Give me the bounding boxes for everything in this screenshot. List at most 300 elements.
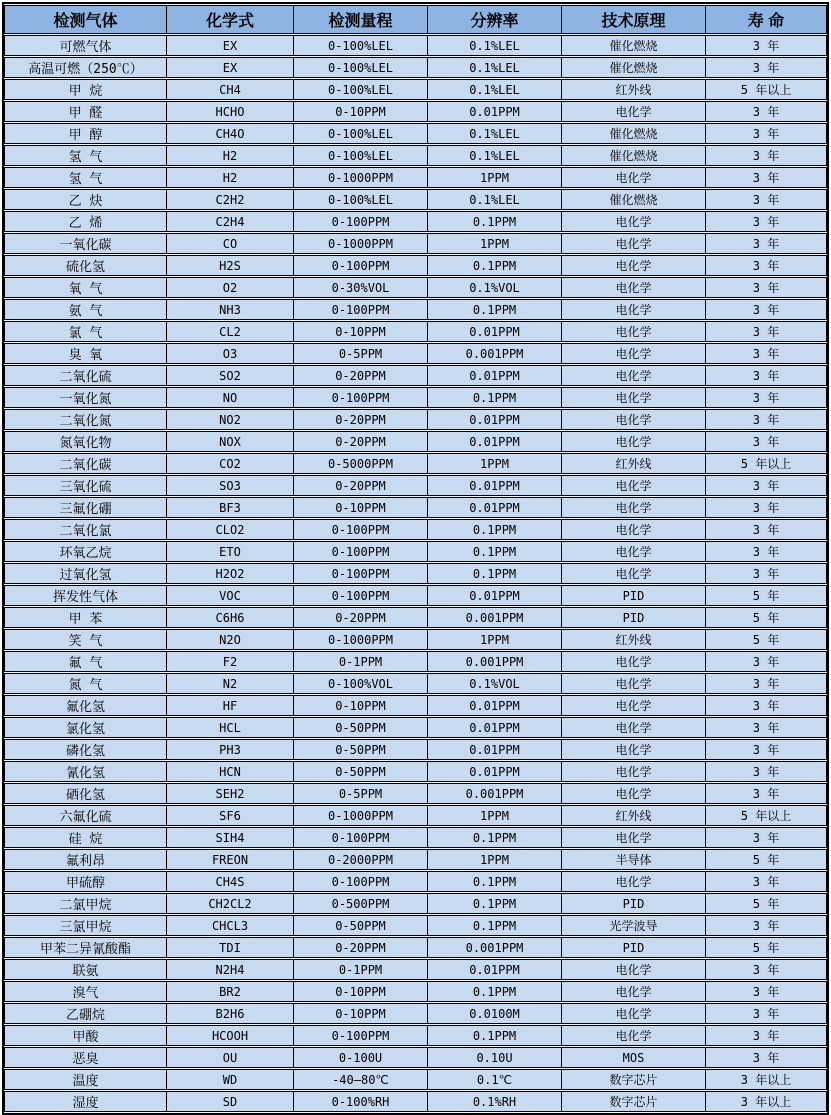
range-cell: 0-100PPM bbox=[294, 255, 428, 276]
gas-spec-table bbox=[2, 2, 829, 1115]
principle-cell: 电化学 bbox=[562, 409, 706, 430]
lifespan-cell: 3 年 bbox=[706, 145, 827, 166]
table-row bbox=[4, 1069, 827, 1090]
table-row bbox=[4, 1047, 827, 1068]
table-row bbox=[4, 761, 827, 782]
gas-name-cell: 氟化氢 bbox=[4, 695, 167, 716]
principle-cell: 电化学 bbox=[562, 211, 706, 232]
resolution-cell: 0.1℃ bbox=[428, 1069, 562, 1090]
resolution-cell: 1PPM bbox=[428, 849, 562, 870]
range-cell: 0-5PPM bbox=[294, 343, 428, 364]
table-row bbox=[4, 101, 827, 122]
principle-cell: 半导体 bbox=[562, 849, 706, 870]
formula-cell: BR2 bbox=[167, 981, 294, 1002]
resolution-cell: 0.1%LEL bbox=[428, 35, 562, 56]
table-row bbox=[4, 651, 827, 672]
resolution-cell: 0.1PPM bbox=[428, 563, 562, 584]
principle-cell: 电化学 bbox=[562, 673, 706, 694]
gas-name-cell: 溴气 bbox=[4, 981, 167, 1002]
range-cell: 0-100PPM bbox=[294, 299, 428, 320]
gas-name-cell: 氯 气 bbox=[4, 321, 167, 342]
formula-cell: NOX bbox=[167, 431, 294, 452]
range-cell: 0-5PPM bbox=[294, 783, 428, 804]
table-row bbox=[4, 189, 827, 210]
gas-name-cell: 甲 苯 bbox=[4, 607, 167, 628]
formula-cell: SO2 bbox=[167, 365, 294, 386]
resolution-cell: 0.01PPM bbox=[428, 101, 562, 122]
gas-name-cell: 氟 气 bbox=[4, 651, 167, 672]
formula-cell: CO2 bbox=[167, 453, 294, 474]
gas-name-cell: 甲 醛 bbox=[4, 101, 167, 122]
gas-name-cell: 乙 炔 bbox=[4, 189, 167, 210]
resolution-cell: 0.001PPM bbox=[428, 607, 562, 628]
table-row bbox=[4, 1091, 827, 1112]
formula-cell: CH4 bbox=[167, 79, 294, 100]
gas-name-cell: 挥发性气体 bbox=[4, 585, 167, 606]
formula-cell: H2 bbox=[167, 167, 294, 188]
range-cell: 0-1000PPM bbox=[294, 233, 428, 254]
principle-cell: 电化学 bbox=[562, 343, 706, 364]
table-row bbox=[4, 981, 827, 1002]
lifespan-cell: 3 年 bbox=[706, 497, 827, 518]
header-formula: 化学式 bbox=[167, 5, 294, 34]
principle-cell: 电化学 bbox=[562, 387, 706, 408]
principle-cell: 电化学 bbox=[562, 101, 706, 122]
range-cell: 0-100PPM bbox=[294, 585, 428, 606]
formula-cell: NO bbox=[167, 387, 294, 408]
formula-cell: FREON bbox=[167, 849, 294, 870]
lifespan-cell: 3 年 bbox=[706, 959, 827, 980]
range-cell: 0-100PPM bbox=[294, 871, 428, 892]
gas-name-cell: 环氧乙烷 bbox=[4, 541, 167, 562]
formula-cell: CLO2 bbox=[167, 519, 294, 540]
formula-cell: H2S bbox=[167, 255, 294, 276]
principle-cell: 电化学 bbox=[562, 299, 706, 320]
resolution-cell: 0.1%LEL bbox=[428, 189, 562, 210]
resolution-cell: 0.1PPM bbox=[428, 1025, 562, 1046]
principle-cell: 电化学 bbox=[562, 717, 706, 738]
table-row bbox=[4, 211, 827, 232]
range-cell: 0-100PPM bbox=[294, 827, 428, 848]
lifespan-cell: 3 年 bbox=[706, 783, 827, 804]
header-principle: 技术原理 bbox=[562, 5, 706, 34]
principle-cell: 数字芯片 bbox=[562, 1091, 706, 1112]
gas-name-cell: 氮 气 bbox=[4, 673, 167, 694]
formula-cell: SF6 bbox=[167, 805, 294, 826]
table-row bbox=[4, 915, 827, 936]
resolution-cell: 0.001PPM bbox=[428, 343, 562, 364]
principle-cell: 电化学 bbox=[562, 497, 706, 518]
principle-cell: 电化学 bbox=[562, 365, 706, 386]
lifespan-cell: 3 年 bbox=[706, 1025, 827, 1046]
resolution-cell: 0.01PPM bbox=[428, 475, 562, 496]
gas-name-cell: 磷化氢 bbox=[4, 739, 167, 760]
range-cell: 0-10PPM bbox=[294, 497, 428, 518]
lifespan-cell: 3 年以上 bbox=[706, 1069, 827, 1090]
formula-cell: H2O2 bbox=[167, 563, 294, 584]
resolution-cell: 0.01PPM bbox=[428, 959, 562, 980]
resolution-cell: 0.01PPM bbox=[428, 761, 562, 782]
principle-cell: PID bbox=[562, 607, 706, 628]
range-cell: 0-100U bbox=[294, 1047, 428, 1068]
principle-cell: 红外线 bbox=[562, 805, 706, 826]
gas-name-cell: 硒化氢 bbox=[4, 783, 167, 804]
gas-name-cell: 氢 气 bbox=[4, 145, 167, 166]
formula-cell: C2H4 bbox=[167, 211, 294, 232]
resolution-cell: 0.01PPM bbox=[428, 409, 562, 430]
gas-name-cell: 三氯甲烷 bbox=[4, 915, 167, 936]
formula-cell: HCHO bbox=[167, 101, 294, 122]
formula-cell: HF bbox=[167, 695, 294, 716]
principle-cell: 电化学 bbox=[562, 255, 706, 276]
header-resolution: 分辨率 bbox=[428, 5, 562, 34]
range-cell: 0-100PPM bbox=[294, 541, 428, 562]
range-cell: 0-100%LEL bbox=[294, 145, 428, 166]
formula-cell: CL2 bbox=[167, 321, 294, 342]
range-cell: 0-100%LEL bbox=[294, 123, 428, 144]
gas-name-cell: 一氧化氮 bbox=[4, 387, 167, 408]
principle-cell: 电化学 bbox=[562, 761, 706, 782]
gas-name-cell: 氢 气 bbox=[4, 167, 167, 188]
principle-cell: 电化学 bbox=[562, 541, 706, 562]
lifespan-cell: 3 年 bbox=[706, 299, 827, 320]
lifespan-cell: 3 年 bbox=[706, 365, 827, 386]
lifespan-cell: 3 年 bbox=[706, 871, 827, 892]
lifespan-cell: 3 年 bbox=[706, 387, 827, 408]
range-cell: 0-10PPM bbox=[294, 695, 428, 716]
gas-name-cell: 甲 烷 bbox=[4, 79, 167, 100]
header-range: 检测量程 bbox=[294, 5, 428, 34]
table-row bbox=[4, 959, 827, 980]
resolution-cell: 1PPM bbox=[428, 805, 562, 826]
resolution-cell: 0.1PPM bbox=[428, 255, 562, 276]
lifespan-cell: 3 年 bbox=[706, 409, 827, 430]
principle-cell: 红外线 bbox=[562, 79, 706, 100]
resolution-cell: 0.1PPM bbox=[428, 871, 562, 892]
principle-cell: 电化学 bbox=[562, 431, 706, 452]
principle-cell: 催化燃烧 bbox=[562, 35, 706, 56]
lifespan-cell: 5 年 bbox=[706, 893, 827, 914]
formula-cell: HCL bbox=[167, 717, 294, 738]
principle-cell: 电化学 bbox=[562, 959, 706, 980]
resolution-cell: 0.001PPM bbox=[428, 783, 562, 804]
lifespan-cell: 5 年 bbox=[706, 629, 827, 650]
formula-cell: NH3 bbox=[167, 299, 294, 320]
principle-cell: PID bbox=[562, 585, 706, 606]
range-cell: 0-100%VOL bbox=[294, 673, 428, 694]
formula-cell: SEH2 bbox=[167, 783, 294, 804]
lifespan-cell: 5 年以上 bbox=[706, 805, 827, 826]
formula-cell: N2O bbox=[167, 629, 294, 650]
formula-cell: ETO bbox=[167, 541, 294, 562]
gas-name-cell: 硫化氢 bbox=[4, 255, 167, 276]
gas-name-cell: 二氯甲烷 bbox=[4, 893, 167, 914]
resolution-cell: 1PPM bbox=[428, 167, 562, 188]
principle-cell: 催化燃烧 bbox=[562, 123, 706, 144]
lifespan-cell: 3 年 bbox=[706, 277, 827, 298]
table-row bbox=[4, 475, 827, 496]
formula-cell: NO2 bbox=[167, 409, 294, 430]
gas-name-cell: 恶臭 bbox=[4, 1047, 167, 1068]
table-row bbox=[4, 871, 827, 892]
resolution-cell: 0.01PPM bbox=[428, 497, 562, 518]
lifespan-cell: 3 年 bbox=[706, 717, 827, 738]
lifespan-cell: 5 年 bbox=[706, 937, 827, 958]
resolution-cell: 0.1PPM bbox=[428, 519, 562, 540]
formula-cell: CO bbox=[167, 233, 294, 254]
table-row bbox=[4, 827, 827, 848]
principle-cell: 电化学 bbox=[562, 871, 706, 892]
principle-cell: 催化燃烧 bbox=[562, 57, 706, 78]
lifespan-cell: 3 年 bbox=[706, 431, 827, 452]
table-row bbox=[4, 717, 827, 738]
range-cell: 0-1PPM bbox=[294, 651, 428, 672]
range-cell: 0-50PPM bbox=[294, 739, 428, 760]
lifespan-cell: 3 年 bbox=[706, 101, 827, 122]
lifespan-cell: 3 年 bbox=[706, 211, 827, 232]
resolution-cell: 0.1%LEL bbox=[428, 145, 562, 166]
table-row bbox=[4, 387, 827, 408]
range-cell: 0-10PPM bbox=[294, 321, 428, 342]
formula-cell: SO3 bbox=[167, 475, 294, 496]
gas-name-cell: 甲硫醇 bbox=[4, 871, 167, 892]
principle-cell: 电化学 bbox=[562, 1003, 706, 1024]
range-cell: 0-10PPM bbox=[294, 981, 428, 1002]
table-row bbox=[4, 607, 827, 628]
principle-cell: 电化学 bbox=[562, 827, 706, 848]
lifespan-cell: 3 年 bbox=[706, 1047, 827, 1068]
gas-name-cell: 硅 烷 bbox=[4, 827, 167, 848]
gas-name-cell: 六氟化硫 bbox=[4, 805, 167, 826]
principle-cell: 数字芯片 bbox=[562, 1069, 706, 1090]
table-body bbox=[4, 35, 827, 1112]
gas-name-cell: 氯化氢 bbox=[4, 717, 167, 738]
gas-name-cell: 氰化氢 bbox=[4, 761, 167, 782]
range-cell: 0-50PPM bbox=[294, 761, 428, 782]
principle-cell: PID bbox=[562, 937, 706, 958]
gas-name-cell: 甲 醇 bbox=[4, 123, 167, 144]
table-row bbox=[4, 783, 827, 804]
gas-name-cell: 乙硼烷 bbox=[4, 1003, 167, 1024]
principle-cell: 催化燃烧 bbox=[562, 145, 706, 166]
lifespan-cell: 3 年 bbox=[706, 35, 827, 56]
formula-cell: F2 bbox=[167, 651, 294, 672]
lifespan-cell: 3 年 bbox=[706, 739, 827, 760]
range-cell: 0-20PPM bbox=[294, 365, 428, 386]
resolution-cell: 0.001PPM bbox=[428, 937, 562, 958]
lifespan-cell: 3 年 bbox=[706, 563, 827, 584]
lifespan-cell: 3 年 bbox=[706, 343, 827, 364]
gas-name-cell: 甲酸 bbox=[4, 1025, 167, 1046]
table-row bbox=[4, 453, 827, 474]
formula-cell: CH2CL2 bbox=[167, 893, 294, 914]
range-cell: 0-100PPM bbox=[294, 211, 428, 232]
principle-cell: 催化燃烧 bbox=[562, 189, 706, 210]
formula-cell: BF3 bbox=[167, 497, 294, 518]
formula-cell: VOC bbox=[167, 585, 294, 606]
principle-cell: MOS bbox=[562, 1047, 706, 1068]
principle-cell: 电化学 bbox=[562, 233, 706, 254]
table-row bbox=[4, 255, 827, 276]
range-cell: -40—80℃ bbox=[294, 1069, 428, 1090]
range-cell: 0-2000PPM bbox=[294, 849, 428, 870]
range-cell: 0-1PPM bbox=[294, 959, 428, 980]
principle-cell: 电化学 bbox=[562, 277, 706, 298]
formula-cell: HCN bbox=[167, 761, 294, 782]
table-row bbox=[4, 497, 827, 518]
principle-cell: 电化学 bbox=[562, 321, 706, 342]
range-cell: 0-100PPM bbox=[294, 519, 428, 540]
table-row bbox=[4, 629, 827, 650]
lifespan-cell: 3 年 bbox=[706, 475, 827, 496]
range-cell: 0-30%VOL bbox=[294, 277, 428, 298]
lifespan-cell: 3 年 bbox=[706, 123, 827, 144]
resolution-cell: 0.01PPM bbox=[428, 717, 562, 738]
resolution-cell: 0.1PPM bbox=[428, 915, 562, 936]
resolution-cell: 0.01PPM bbox=[428, 365, 562, 386]
lifespan-cell: 3 年 bbox=[706, 915, 827, 936]
formula-cell: SD bbox=[167, 1091, 294, 1112]
table-row bbox=[4, 519, 827, 540]
gas-name-cell: 过氧化氢 bbox=[4, 563, 167, 584]
resolution-cell: 0.01PPM bbox=[428, 321, 562, 342]
gas-name-cell: 高温可燃（250℃） bbox=[4, 57, 167, 78]
header-gas: 检测气体 bbox=[4, 5, 167, 34]
formula-cell: CHCL3 bbox=[167, 915, 294, 936]
table-row bbox=[4, 893, 827, 914]
principle-cell: 红外线 bbox=[562, 453, 706, 474]
lifespan-cell: 3 年 bbox=[706, 233, 827, 254]
formula-cell: C6H6 bbox=[167, 607, 294, 628]
formula-cell: HCOOH bbox=[167, 1025, 294, 1046]
lifespan-cell: 3 年 bbox=[706, 651, 827, 672]
gas-name-cell: 一氧化碳 bbox=[4, 233, 167, 254]
range-cell: 0-1000PPM bbox=[294, 629, 428, 650]
formula-cell: B2H6 bbox=[167, 1003, 294, 1024]
lifespan-cell: 3 年 bbox=[706, 255, 827, 276]
gas-name-cell: 臭 氧 bbox=[4, 343, 167, 364]
formula-cell: SIH4 bbox=[167, 827, 294, 848]
range-cell: 0-100PPM bbox=[294, 563, 428, 584]
gas-name-cell: 联氨 bbox=[4, 959, 167, 980]
resolution-cell: 1PPM bbox=[428, 233, 562, 254]
gas-name-cell: 氧 气 bbox=[4, 277, 167, 298]
lifespan-cell: 3 年 bbox=[706, 189, 827, 210]
range-cell: 0-100%LEL bbox=[294, 79, 428, 100]
gas-name-cell: 三氟化硼 bbox=[4, 497, 167, 518]
resolution-cell: 0.01PPM bbox=[428, 739, 562, 760]
lifespan-cell: 3 年 bbox=[706, 981, 827, 1002]
header-lifespan: 寿 命 bbox=[706, 5, 827, 34]
table-row bbox=[4, 541, 827, 562]
range-cell: 0-20PPM bbox=[294, 937, 428, 958]
formula-cell: N2H4 bbox=[167, 959, 294, 980]
table-row bbox=[4, 321, 827, 342]
range-cell: 0-10PPM bbox=[294, 1003, 428, 1024]
range-cell: 0-100%RH bbox=[294, 1091, 428, 1112]
range-cell: 0-1000PPM bbox=[294, 167, 428, 188]
gas-name-cell: 二氧化氯 bbox=[4, 519, 167, 540]
table-row bbox=[4, 431, 827, 452]
gas-name-cell: 氮氧化物 bbox=[4, 431, 167, 452]
gas-name-cell: 二氧化硫 bbox=[4, 365, 167, 386]
lifespan-cell: 5 年 bbox=[706, 849, 827, 870]
principle-cell: PID bbox=[562, 893, 706, 914]
table-row bbox=[4, 673, 827, 694]
range-cell: 0-50PPM bbox=[294, 717, 428, 738]
lifespan-cell: 5 年以上 bbox=[706, 79, 827, 100]
principle-cell: 电化学 bbox=[562, 981, 706, 1002]
table-row bbox=[4, 123, 827, 144]
resolution-cell: 0.1%VOL bbox=[428, 277, 562, 298]
lifespan-cell: 3 年 bbox=[706, 673, 827, 694]
resolution-cell: 0.0100M bbox=[428, 1003, 562, 1024]
range-cell: 0-20PPM bbox=[294, 431, 428, 452]
formula-cell: WD bbox=[167, 1069, 294, 1090]
gas-name-cell: 温度 bbox=[4, 1069, 167, 1090]
resolution-cell: 0.001PPM bbox=[428, 651, 562, 672]
table-row bbox=[4, 35, 827, 56]
resolution-cell: 0.01PPM bbox=[428, 431, 562, 452]
range-cell: 0-20PPM bbox=[294, 607, 428, 628]
principle-cell: 电化学 bbox=[562, 783, 706, 804]
resolution-cell: 0.1%VOL bbox=[428, 673, 562, 694]
formula-cell: C2H2 bbox=[167, 189, 294, 210]
principle-cell: 光学波导 bbox=[562, 915, 706, 936]
table-row bbox=[4, 695, 827, 716]
gas-name-cell: 氨 气 bbox=[4, 299, 167, 320]
principle-cell: 电化学 bbox=[562, 1025, 706, 1046]
lifespan-cell: 3 年 bbox=[706, 321, 827, 342]
gas-name-cell: 可燃气体 bbox=[4, 35, 167, 56]
principle-cell: 电化学 bbox=[562, 695, 706, 716]
lifespan-cell: 3 年 bbox=[706, 827, 827, 848]
table-row bbox=[4, 167, 827, 188]
resolution-cell: 0.1%LEL bbox=[428, 57, 562, 78]
gas-name-cell: 氟利昂 bbox=[4, 849, 167, 870]
resolution-cell: 1PPM bbox=[428, 453, 562, 474]
range-cell: 0-5000PPM bbox=[294, 453, 428, 474]
formula-cell: H2 bbox=[167, 145, 294, 166]
table-row bbox=[4, 739, 827, 760]
resolution-cell: 0.1PPM bbox=[428, 387, 562, 408]
gas-name-cell: 湿度 bbox=[4, 1091, 167, 1112]
formula-cell: O3 bbox=[167, 343, 294, 364]
range-cell: 0-50PPM bbox=[294, 915, 428, 936]
table-row bbox=[4, 277, 827, 298]
gas-name-cell: 二氧化碳 bbox=[4, 453, 167, 474]
lifespan-cell: 3 年 bbox=[706, 541, 827, 562]
formula-cell: N2 bbox=[167, 673, 294, 694]
principle-cell: 红外线 bbox=[562, 629, 706, 650]
resolution-cell: 0.1PPM bbox=[428, 893, 562, 914]
formula-cell: EX bbox=[167, 35, 294, 56]
resolution-cell: 0.1%LEL bbox=[428, 79, 562, 100]
formula-cell: PH3 bbox=[167, 739, 294, 760]
formula-cell: TDI bbox=[167, 937, 294, 958]
gas-name-cell: 二氧化氮 bbox=[4, 409, 167, 430]
lifespan-cell: 3 年 bbox=[706, 695, 827, 716]
gas-name-cell: 甲苯二异氰酸酯 bbox=[4, 937, 167, 958]
resolution-cell: 0.1%LEL bbox=[428, 123, 562, 144]
lifespan-cell: 5 年以上 bbox=[706, 453, 827, 474]
table-row bbox=[4, 585, 827, 606]
resolution-cell: 0.10U bbox=[428, 1047, 562, 1068]
principle-cell: 电化学 bbox=[562, 167, 706, 188]
table-row bbox=[4, 57, 827, 78]
resolution-cell: 0.1PPM bbox=[428, 981, 562, 1002]
gas-name-cell: 三氧化硫 bbox=[4, 475, 167, 496]
